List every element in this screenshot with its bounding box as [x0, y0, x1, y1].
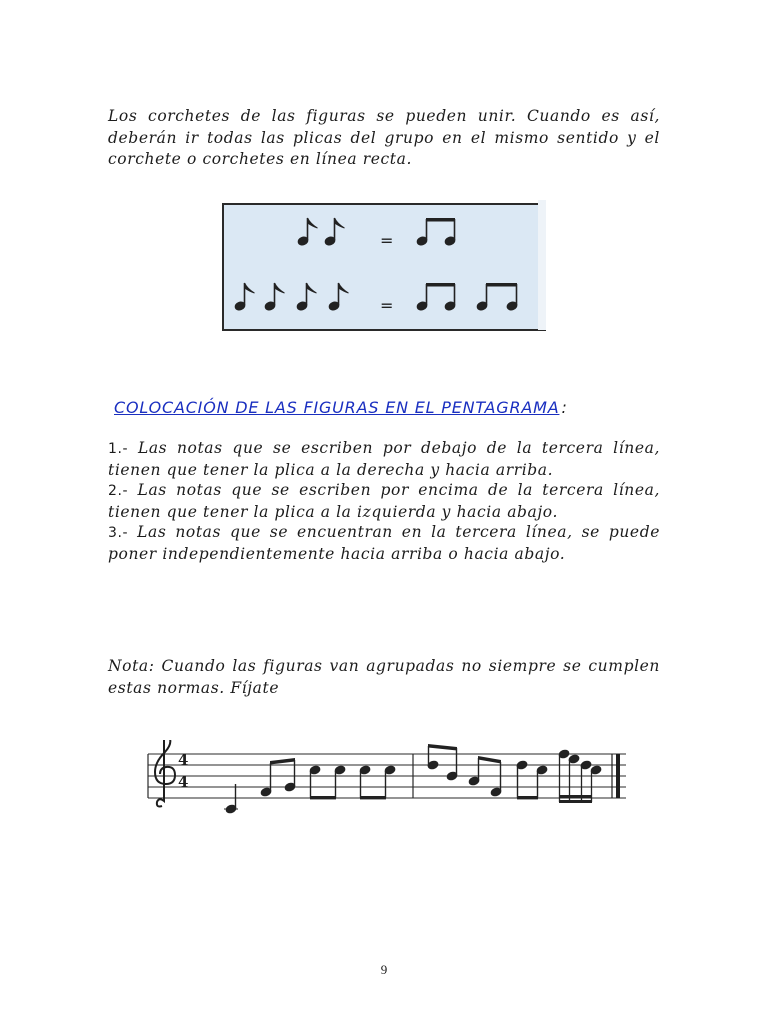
section-heading-text: COLOCACIÓN DE LAS FIGURAS EN EL PENTAGRAMA: [114, 398, 560, 417]
time-signature-top: 4: [178, 751, 189, 769]
rule-text: Las notas que se encuentran en la tercera línea, se puede poner independientemente hacia arriba o hacia abajo.: [108, 523, 660, 563]
rules-list: [108, 438, 660, 564]
rule-text: Las notas que se escriben por encima de la tercera línea, tienen que tener la plica a la izquierda y hacia abajo.: [108, 481, 660, 521]
beamed-notes-down: [309, 765, 346, 799]
eighth-note-equality-figure: [220, 196, 550, 336]
nota-paragraph: Nota: Cuando las figuras van agrupadas no siempre se cumplen estas normas. Fíjate: [108, 657, 660, 697]
time-signature-bottom: 4: [178, 773, 189, 791]
beamed-notes-down: [516, 760, 548, 799]
rule-item: [108, 438, 660, 480]
rule-item: [108, 480, 660, 522]
section-heading-colon: :: [561, 398, 568, 417]
rule-number: 3.-: [108, 525, 129, 541]
rule-number: 2.-: [108, 483, 129, 499]
treble-clef-icon: [155, 740, 175, 807]
beamed-notes-down: [359, 765, 396, 799]
music-staff-example: [140, 740, 630, 820]
staff-lines: [148, 754, 626, 798]
equals-sign: =: [380, 231, 394, 250]
section-heading: [114, 398, 674, 417]
rule-text: Las notas que se escriben por debajo de la tercera línea, tienen que tener la plica a la derecha y hacia arriba.: [108, 439, 660, 479]
beamed-notes-up: [260, 758, 296, 797]
intro-paragraph: Los corchetes de las figuras se pueden unir. Cuando es así, deberán ir todas las plicas del grupo en el mismo sentido y el corchete o corchetes en línea recta.: [108, 107, 660, 168]
rule-item: [108, 522, 660, 564]
quarter-note: [224, 784, 238, 814]
equals-sign: =: [380, 296, 394, 315]
rule-number: 1.-: [108, 441, 129, 457]
page-number: 9: [380, 962, 388, 977]
